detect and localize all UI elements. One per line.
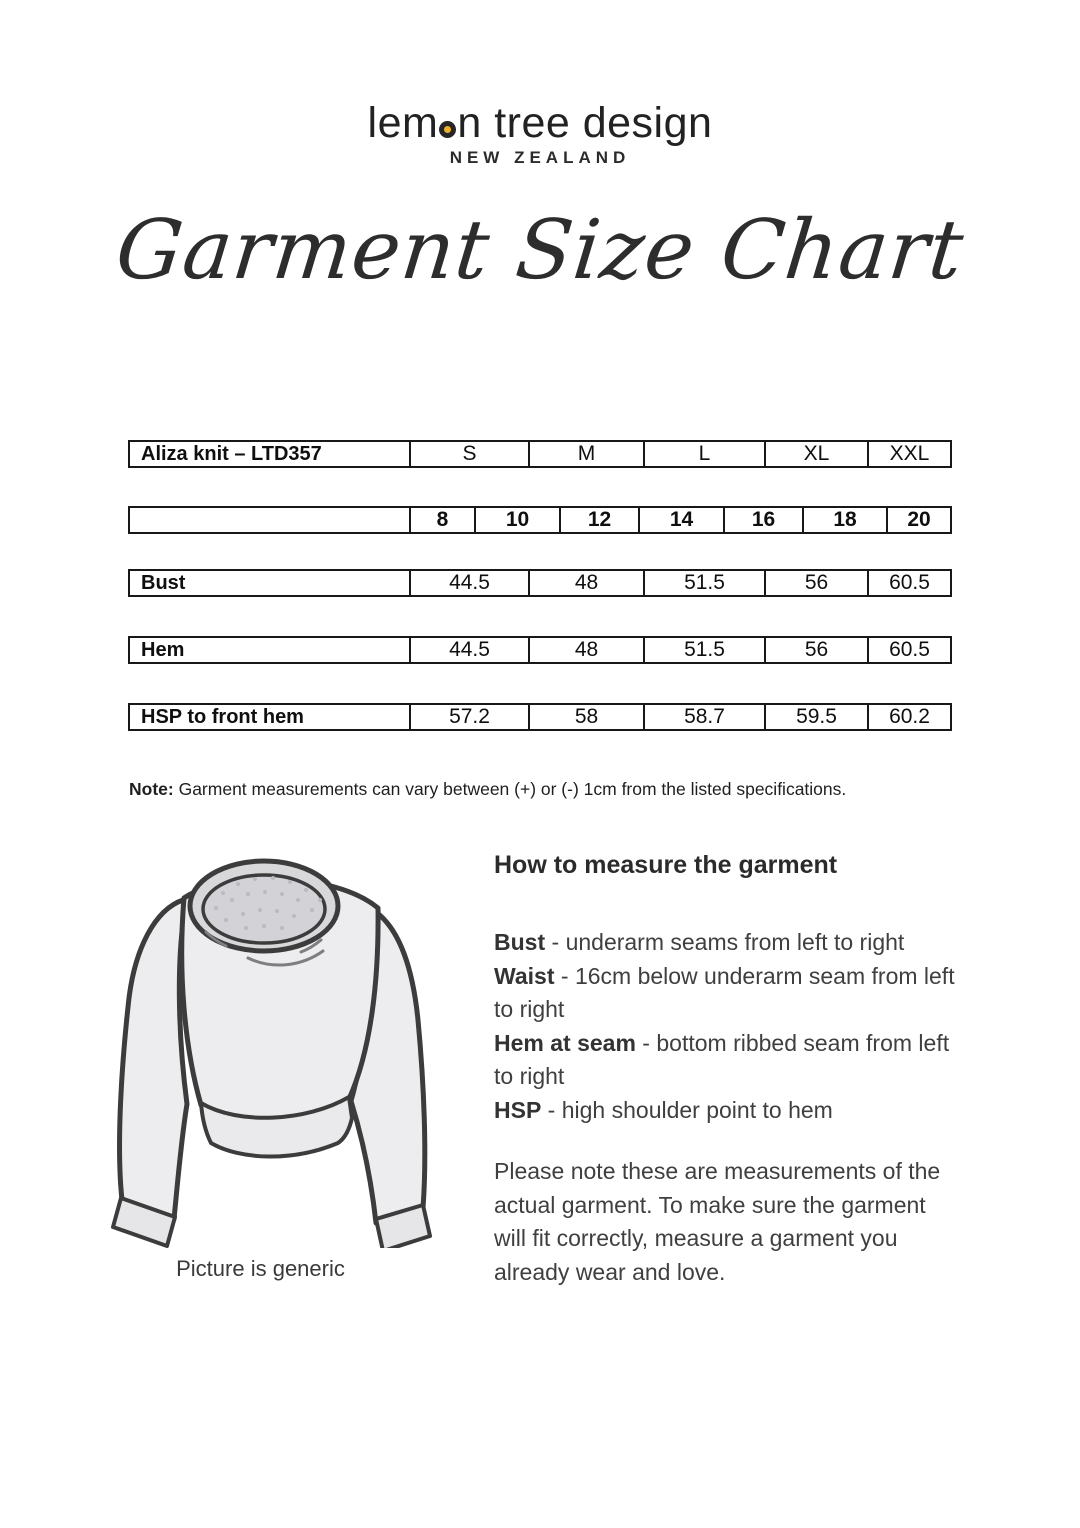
measure-term: Bust [494, 929, 546, 955]
size-label-cell: S [409, 442, 528, 466]
logo-text-left: lem [367, 99, 439, 147]
measurement-value-cell: 58.7 [643, 705, 764, 729]
measurement-label-cell: Hem [141, 638, 185, 661]
measurement-value-cell: 56 [764, 571, 867, 595]
note-text: Garment measurements can vary between (+) or (-) 1cm from the listed specifications. [173, 779, 847, 799]
measure-item [494, 1094, 964, 1128]
nz-size-cell: 16 [723, 508, 802, 532]
size-label-cell: XL [764, 442, 867, 466]
nz-size-cell: 8 [409, 508, 474, 532]
logo-text-right: n tree design [457, 99, 713, 147]
measurement-value-cell: 44.5 [409, 571, 528, 595]
measure-paragraph: Please note these are measurements of the actual garment. To make sure the garment will fit correctly, measure a garment you already wear and love. [494, 1158, 941, 1285]
measure-desc: - 16cm below underarm seam from left to right [494, 962, 955, 1022]
garment-illustration [88, 848, 433, 1248]
product-name-cell: Aliza knit – LTD357 [141, 442, 322, 465]
note-label: Note: [129, 779, 174, 799]
measure-list [494, 926, 964, 1127]
measurement-value-cell: 60.5 [867, 571, 950, 595]
empty-label-cell [130, 508, 409, 532]
measurement-value-cell: 56 [764, 638, 867, 662]
illustration-caption: Picture is generic [176, 1256, 345, 1281]
measurement-value-cell: 60.5 [867, 638, 950, 662]
measure-term: Waist [494, 962, 555, 989]
measurement-value-cell: 48 [528, 571, 643, 595]
brand-country: NEW ZEALAND [449, 148, 631, 167]
measure-desc: - underarm seams from left to right [545, 929, 905, 955]
measure-desc: - high shoulder point to hem [541, 1096, 833, 1123]
page-title: Garment Size Chart [111, 203, 969, 298]
table-row-measurement [128, 703, 952, 731]
measurement-value-cell: 57.2 [409, 705, 528, 729]
sweater-icon [88, 848, 433, 1248]
table-row-measurement [128, 569, 952, 597]
measure-term: HSP [494, 1096, 542, 1123]
measurement-value-cell: 51.5 [643, 571, 764, 595]
measurement-value-cell: 60.2 [867, 705, 950, 729]
measurement-value-cell: 58 [528, 705, 643, 729]
how-to-heading: How to measure the garment [494, 851, 838, 879]
measure-item [494, 1027, 964, 1094]
measure-item [494, 926, 964, 960]
size-label-cell: L [643, 442, 764, 466]
nz-size-cell: 14 [638, 508, 723, 532]
brand-logo [0, 100, 1080, 146]
measurement-value-cell: 51.5 [643, 638, 764, 662]
measure-term: Hem at seam [494, 1029, 636, 1056]
measurement-label-cell: HSP to front hem [141, 705, 304, 728]
nz-size-cell: 10 [474, 508, 559, 532]
table-row-nz-sizes [128, 506, 952, 534]
table-row-product [128, 440, 952, 468]
measurement-value-cell: 44.5 [409, 638, 528, 662]
measure-desc: - bottom ribbed seam from left to right [494, 1029, 950, 1089]
measurement-value-cell: 48 [528, 638, 643, 662]
size-label-cell: M [528, 442, 643, 466]
measurement-value-cell: 59.5 [764, 705, 867, 729]
brand-header [0, 100, 1080, 168]
nz-size-cell: 20 [886, 508, 950, 532]
measurement-label-cell: Bust [141, 571, 186, 594]
measure-item [494, 960, 964, 1027]
how-to-measure-section [494, 850, 964, 1289]
lemon-dot-icon [439, 121, 456, 138]
size-label-cell: XXL [867, 442, 950, 466]
note [129, 777, 959, 801]
nz-size-cell: 18 [802, 508, 886, 532]
nz-size-cell: 12 [559, 508, 638, 532]
table-row-measurement [128, 636, 952, 664]
